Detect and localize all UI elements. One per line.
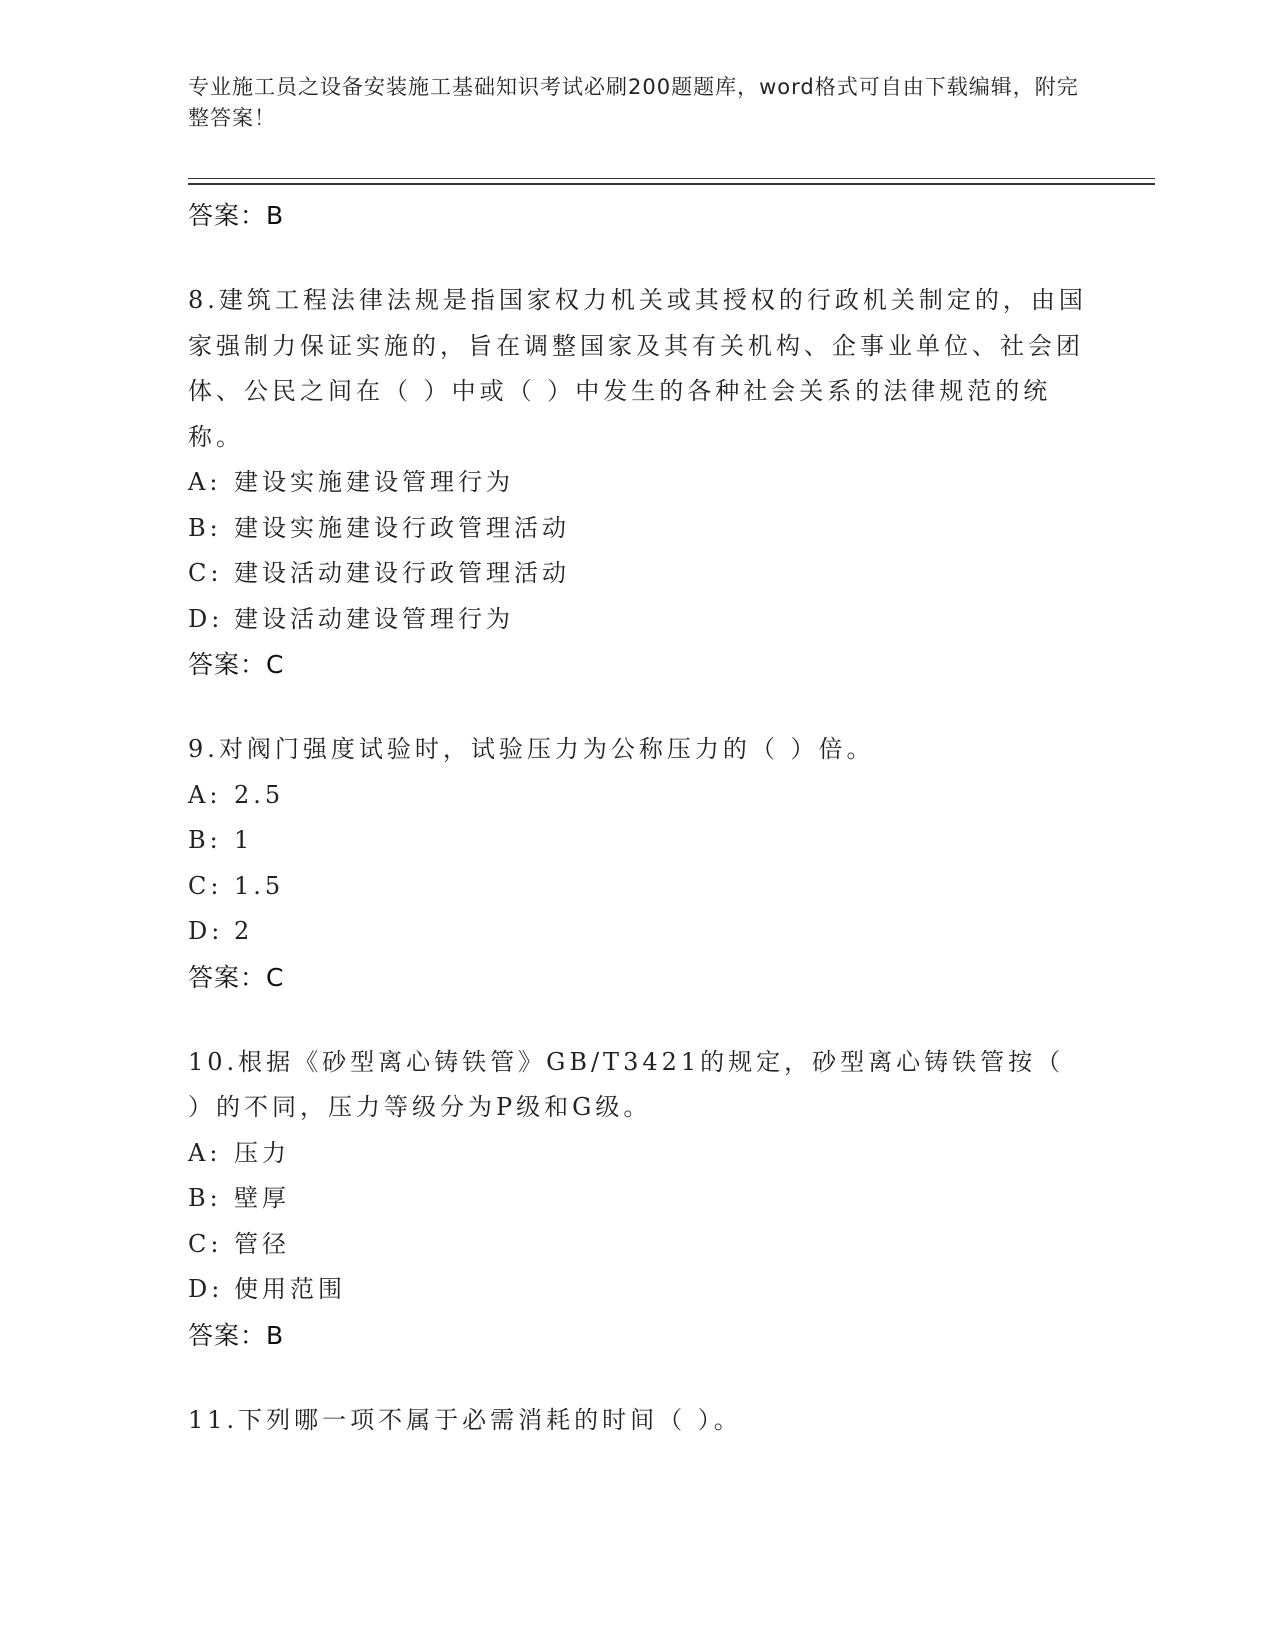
header-divider-thick: [188, 183, 1155, 185]
question-list: [188, 193, 1088, 1443]
answer-line: [188, 1313, 1088, 1359]
option-text: 压力: [234, 1138, 290, 1167]
option-label: A:: [188, 468, 222, 496]
option-d: [188, 1267, 1088, 1313]
question-block: [188, 1040, 1088, 1359]
option-text: 建设实施建设管理行为: [234, 468, 514, 496]
option-label: D:: [188, 604, 224, 633]
option-label: C:: [188, 1229, 223, 1258]
answer-value: B: [266, 1320, 285, 1350]
question-stem: 9.对阀门强度试验时，试验压力为公称压力的（ ）倍。: [188, 735, 875, 763]
header-divider: [188, 178, 1155, 179]
option-label: C:: [188, 559, 223, 587]
option-c: [188, 1222, 1088, 1268]
option-text: 使用范围: [234, 1275, 346, 1303]
answer-label: 答案：: [188, 201, 267, 230]
answer-line: [188, 955, 1088, 1001]
option-text: 2.5: [234, 780, 285, 809]
question-block: [188, 727, 1088, 1001]
answer-label: 答案：: [188, 962, 267, 992]
question-stem: 10.根据《砂型离心铸铁管》GB/T3421的规定，砂型离心铸铁管按（ ）的不同，压力等级分为P级和G级。: [188, 1047, 1065, 1121]
option-label: D:: [188, 917, 224, 945]
option-text: 1.5: [234, 871, 285, 900]
answer-value: C: [266, 650, 285, 679]
option-text: 建设实施建设行政管理活动: [234, 513, 570, 542]
option-a: [188, 1131, 1088, 1177]
answer-value: B: [266, 201, 285, 230]
answer-value: C: [266, 962, 285, 992]
option-label: A:: [188, 780, 222, 809]
question-block: [188, 278, 1088, 688]
option-label: B:: [188, 1184, 222, 1212]
option-a: [188, 773, 1088, 819]
option-d: [188, 909, 1088, 955]
option-label: D:: [188, 1275, 224, 1303]
answer-line: [188, 193, 1088, 239]
question-stem: 8.建筑工程法律法规是指国家权力机关或其授权的行政机关制定的，由国家强制力保证实施的，旨在调整国家及其有关机构、企事业单位、社会团体、公民之间在（ ）中或（ ）中发生的各种社会关系的法律规范的统称。: [188, 286, 1087, 451]
answer-label: 答案：: [188, 1320, 267, 1350]
option-c: [188, 551, 1088, 597]
option-b: [188, 818, 1088, 864]
page-header: [188, 72, 1088, 134]
option-b: [188, 506, 1088, 552]
answer-label: 答案：: [188, 650, 267, 679]
option-text: 建设活动建设行政管理活动: [234, 559, 570, 587]
option-label: C:: [188, 871, 223, 900]
option-label: B:: [188, 826, 222, 854]
option-text: 壁厚: [234, 1184, 290, 1212]
header-title: 专业施工员之设备安装施工基础知识考试必刷200题题库，word格式可自由下载编辑，附完整答案！: [188, 75, 1079, 130]
option-a: [188, 460, 1088, 506]
option-text: 2: [234, 917, 254, 945]
option-b: [188, 1176, 1088, 1222]
question-stem: 11.下列哪一项不属于必需消耗的时间（ ）。: [188, 1405, 742, 1434]
answer-line: [188, 642, 1088, 688]
option-text: 1: [234, 826, 254, 854]
option-label: B:: [188, 513, 222, 542]
option-label: A:: [188, 1138, 222, 1167]
option-text: 建设活动建设管理行为: [234, 604, 514, 633]
option-d: [188, 597, 1088, 643]
option-c: [188, 864, 1088, 910]
option-text: 管径: [234, 1229, 290, 1258]
